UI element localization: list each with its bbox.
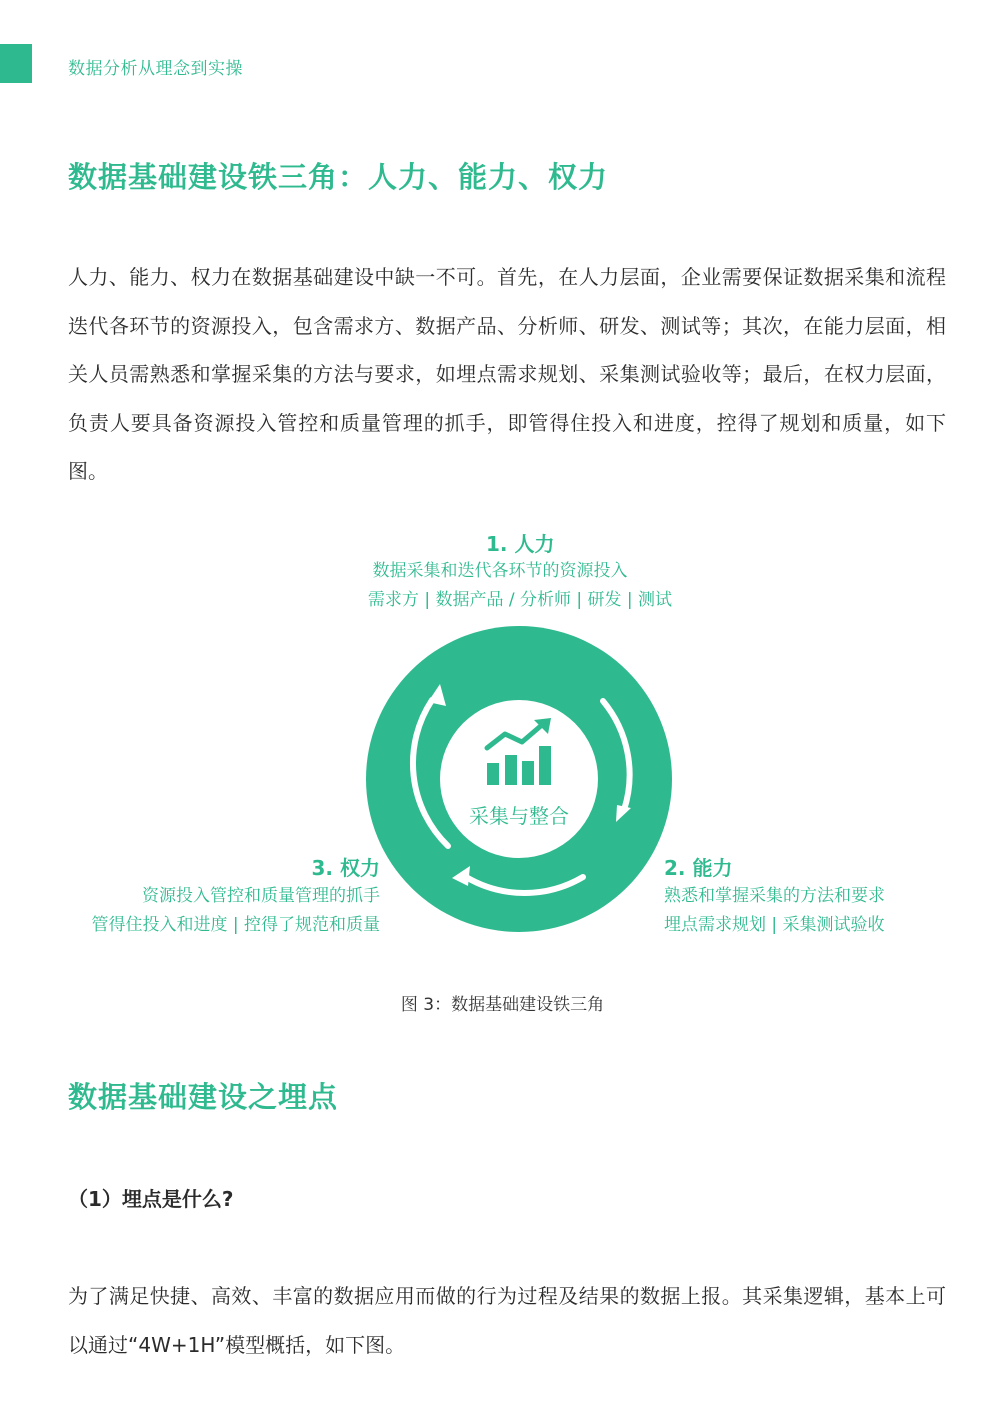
node-1-line-2: 需求方 | 数据产品 / 分析师 | 研发 | 测试 [367, 590, 673, 610]
running-header: 数据分析从理念到实操 [68, 59, 243, 79]
node-3-title: 3. 权力 [311, 856, 380, 880]
node-3-line-2: 管得住投入和进度 | 控得了规范和质量 [91, 915, 380, 935]
center-label: 采集与整合 [469, 804, 569, 828]
subsection-title-what-is-tracking: （1）埋点是什么? [68, 1187, 234, 1211]
section-title-iron-triangle: 数据基础建设铁三角：人力、能力、权力 [68, 160, 609, 194]
tracking-paragraph: 为了满足快捷、高效、丰富的数据应用而做的行为过程及结果的数据上报。其采集逻辑，基本上可以通过“4W+1H”模型概括，如下图。 [68, 1284, 946, 1357]
header-accent-block [0, 44, 32, 83]
node-1-title: 1. 人力 [486, 532, 555, 556]
node-2-line-1: 熟悉和掌握采集的方法和要求 [664, 886, 885, 906]
figure-caption: 图 3：数据基础建设铁三角 [400, 995, 605, 1015]
node-2-line-2: 埋点需求规划 | 采集测试验收 [664, 915, 885, 935]
intro-paragraph: 人力、能力、权力在数据基础建设中缺一不可。首先，在人力层面，企业需要保证数据采集和流程迭代各环节的资源投入，包含需求方、数据产品、分析师、研发、测试等；其次，在能力层面，相关人员需熟悉和掌握采集的方法与要求，如埋点需求规划、采集测试验收等；最后，在权力层面，负责人要具备资源投入管控和质量管理的抓手，即管得住投入和进度，控得了规划和质量，如下图。 [68, 265, 946, 483]
node-2-title: 2. 能力 [664, 856, 733, 880]
node-1-line-1: 数据采集和迭代各环节的资源投入 [372, 561, 628, 581]
node-3-line-1: 资源投入管控和质量管理的抓手 [142, 886, 380, 906]
iron-triangle-diagram [0, 520, 1005, 960]
section-title-tracking: 数据基础建设之埋点 [68, 1080, 339, 1114]
